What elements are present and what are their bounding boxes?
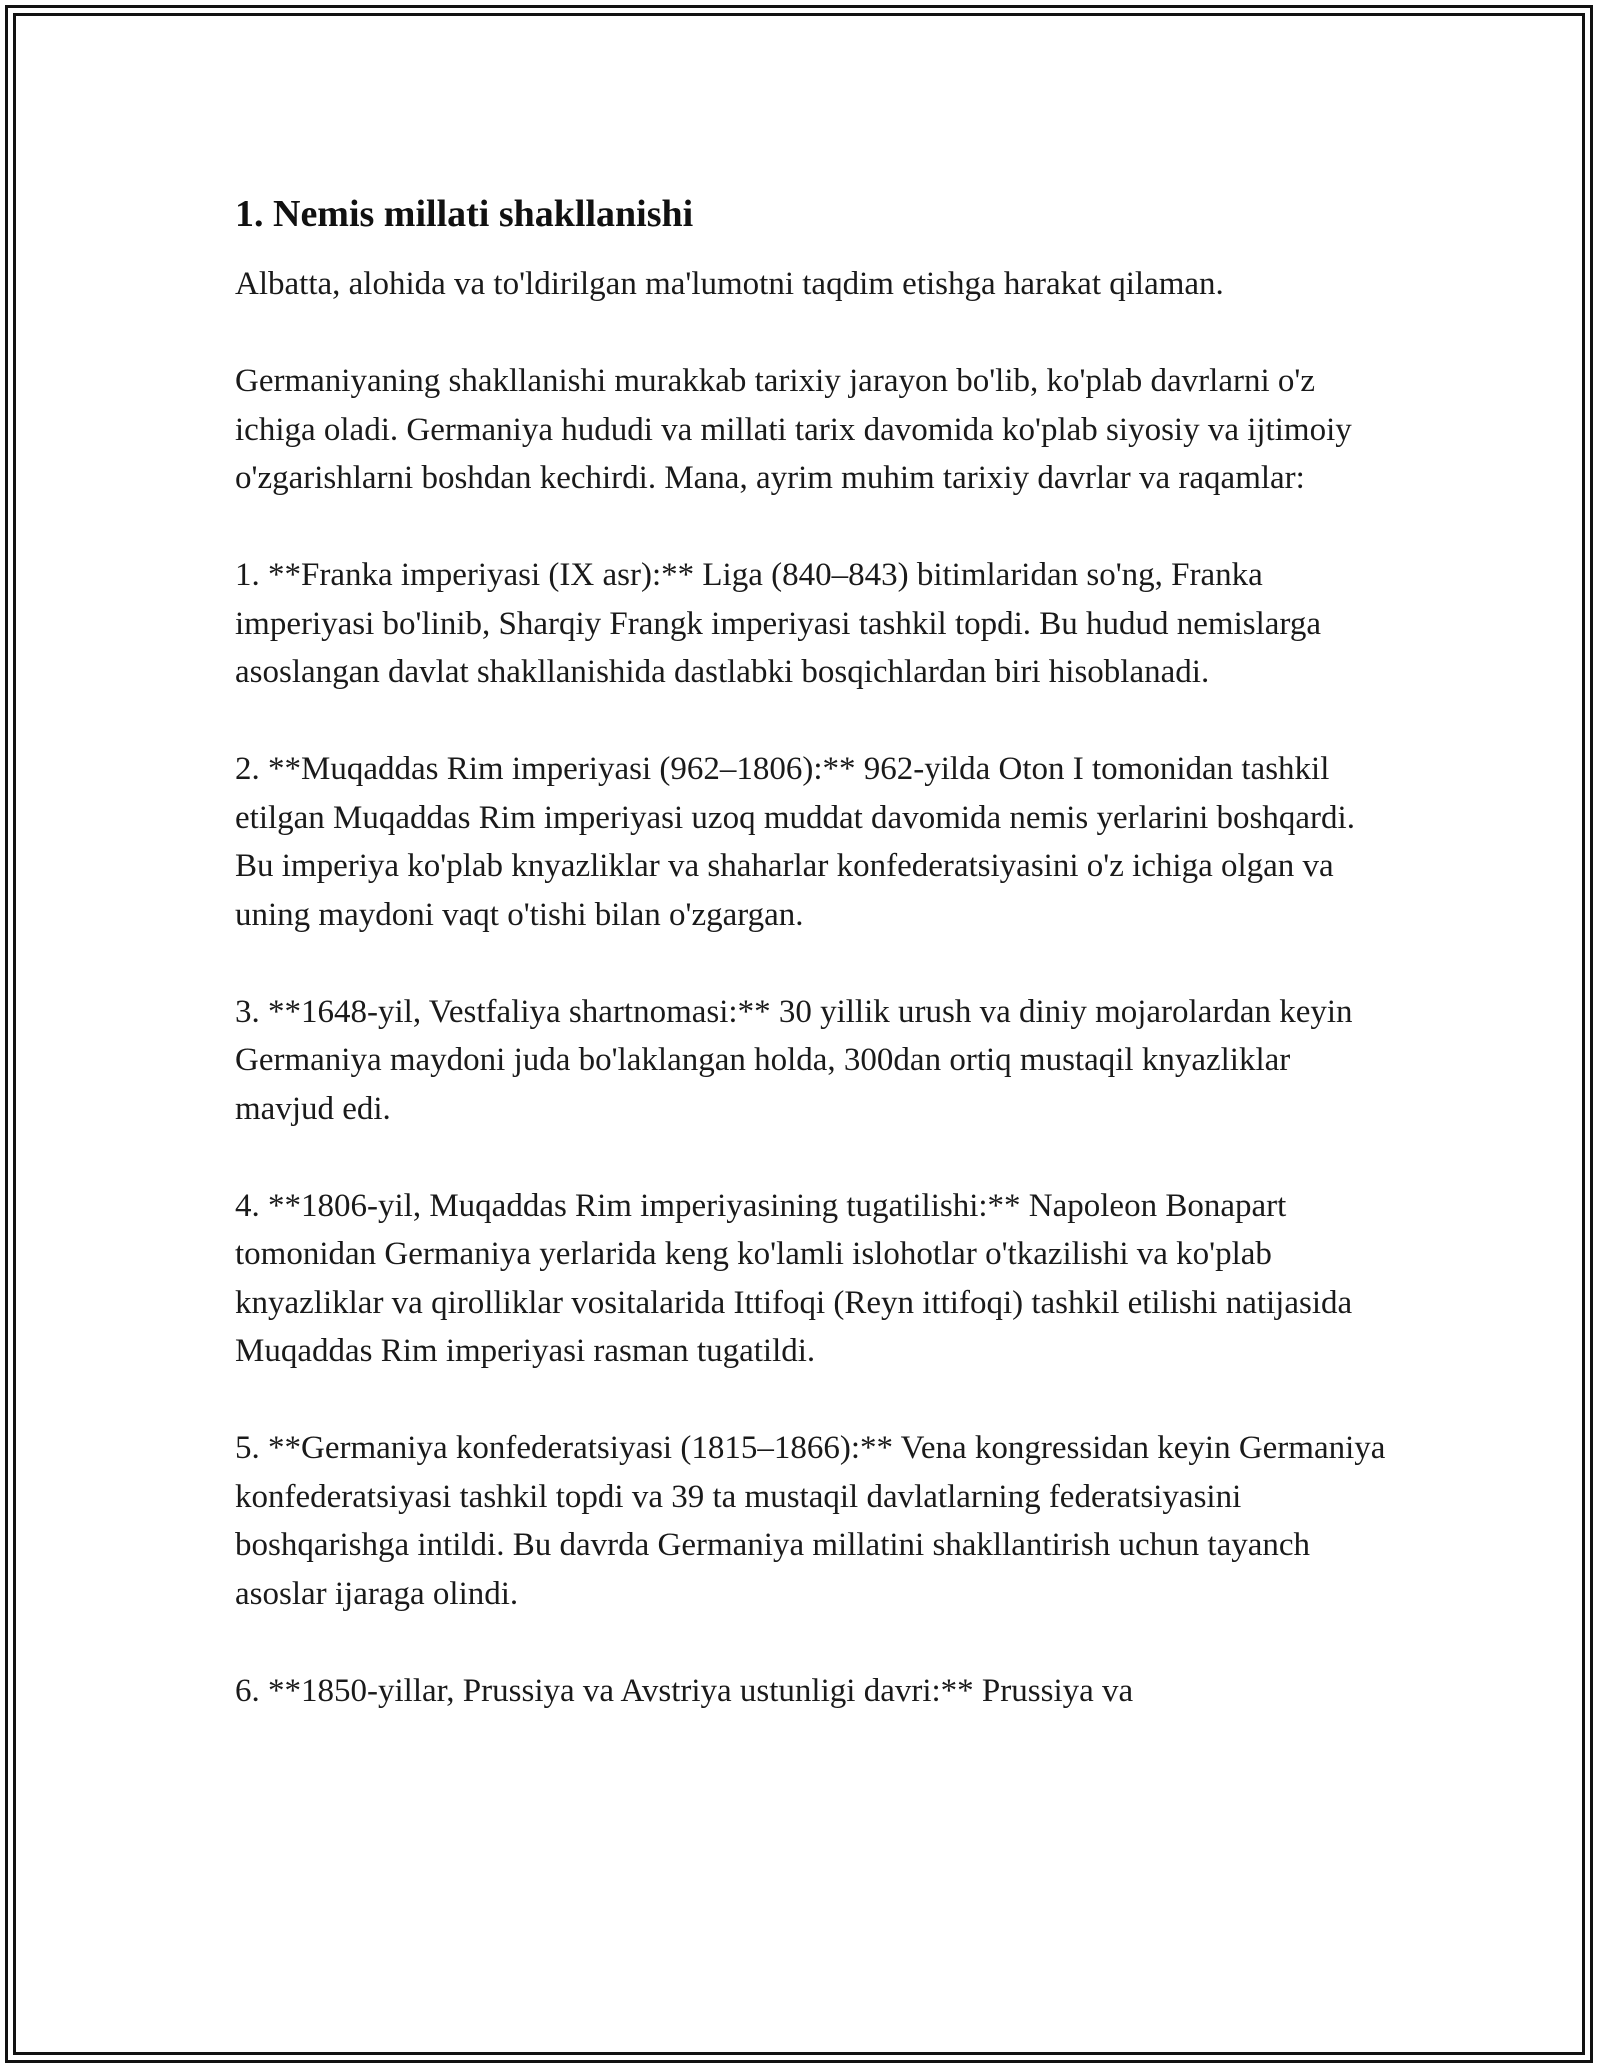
list-item-holy-roman-empire: 2. **Muqaddas Rim imperiyasi (962–1806):** 962-yilda Oton I tomonidan tashkil etilgan Muqaddas Rim imperiyasi uzoq muddat davomida nemis yerlarini boshqardi. Bu imperiya ko'plab knyazliklar va shaharlar konfederatsiyasini o'z ichiga olgan va uning maydoni vaqt o'tishi bilan o'zgargan. <box>235 751 1355 933</box>
list-item-franka-empire: 1. **Franka imperiyasi (IX asr):** Liga (840–843) bitimlaridan so'ng, Franka imperiyasi bo'linib, Sharqiy Frangk imperiyasi tashkil topdi. Bu hudud nemislarga asoslangan davlat shakllanishida dastlabki bosqichlardan biri hisoblanadi. <box>235 557 1321 690</box>
overview-paragraph: Germaniyaning shakllanishi murakkab tarixiy jarayon bo'lib, ko'plab davrlarni o'z ichiga oladi. Germaniya hududi va millati tarix davomida ko'plab siyosiy va ijtimoiy o'zgarishlarni boshdan kechirdi. Mana, ayrim muhim tarixiy davrlar va raqamlar: <box>235 363 1352 496</box>
document-body <box>235 190 1395 1764</box>
list-item-westphalia-treaty: 3. **1648-yil, Vestfaliya shartnomasi:** 30 yillik urush va diniy mojarolardan keyin Germaniya maydoni juda bo'laklangan holda, 300dan ortiq mustaqil knyazliklar mavjud edi. <box>235 993 1353 1127</box>
intro-paragraph: Albatta, alohida va to'ldirilgan ma'lumotni taqdim etishga harakat qilaman. <box>235 266 1224 302</box>
list-item-empire-dissolution: 4. **1806-yil, Muqaddas Rim imperiyasining tugatilishi:** Napoleon Bonapart tomonidan Germaniya yerlarida keng ko'lamli islohotlar o'tkazilishi va ko'plab knyazliklar va qirolliklar vositalarida Ittifoqi (Reyn ittifoqi) tashkil etilishi natijasida Muqaddas Rim imperiyasi rasman tugatildi. <box>235 1187 1353 1369</box>
section-heading: 1. Nemis millati shakllanishi <box>235 193 694 235</box>
list-item-german-confederation: 5. **Germaniya konfederatsiyasi (1815–1866):** Vena kongressidan keyin Germaniya konfederatsiyasi tashkil topdi va 39 ta mustaqil davlatlarning federatsiyasini boshqarishga intildi. Bu davrda Germaniya millatini shakllantirish uchun tayanch asoslar ijaraga olindi. <box>235 1430 1386 1612</box>
list-item-prussia-austria: 6. **1850-yillar, Prussiya va Avstriya ustunligi davri:** Prussiya va <box>235 1672 1134 1709</box>
